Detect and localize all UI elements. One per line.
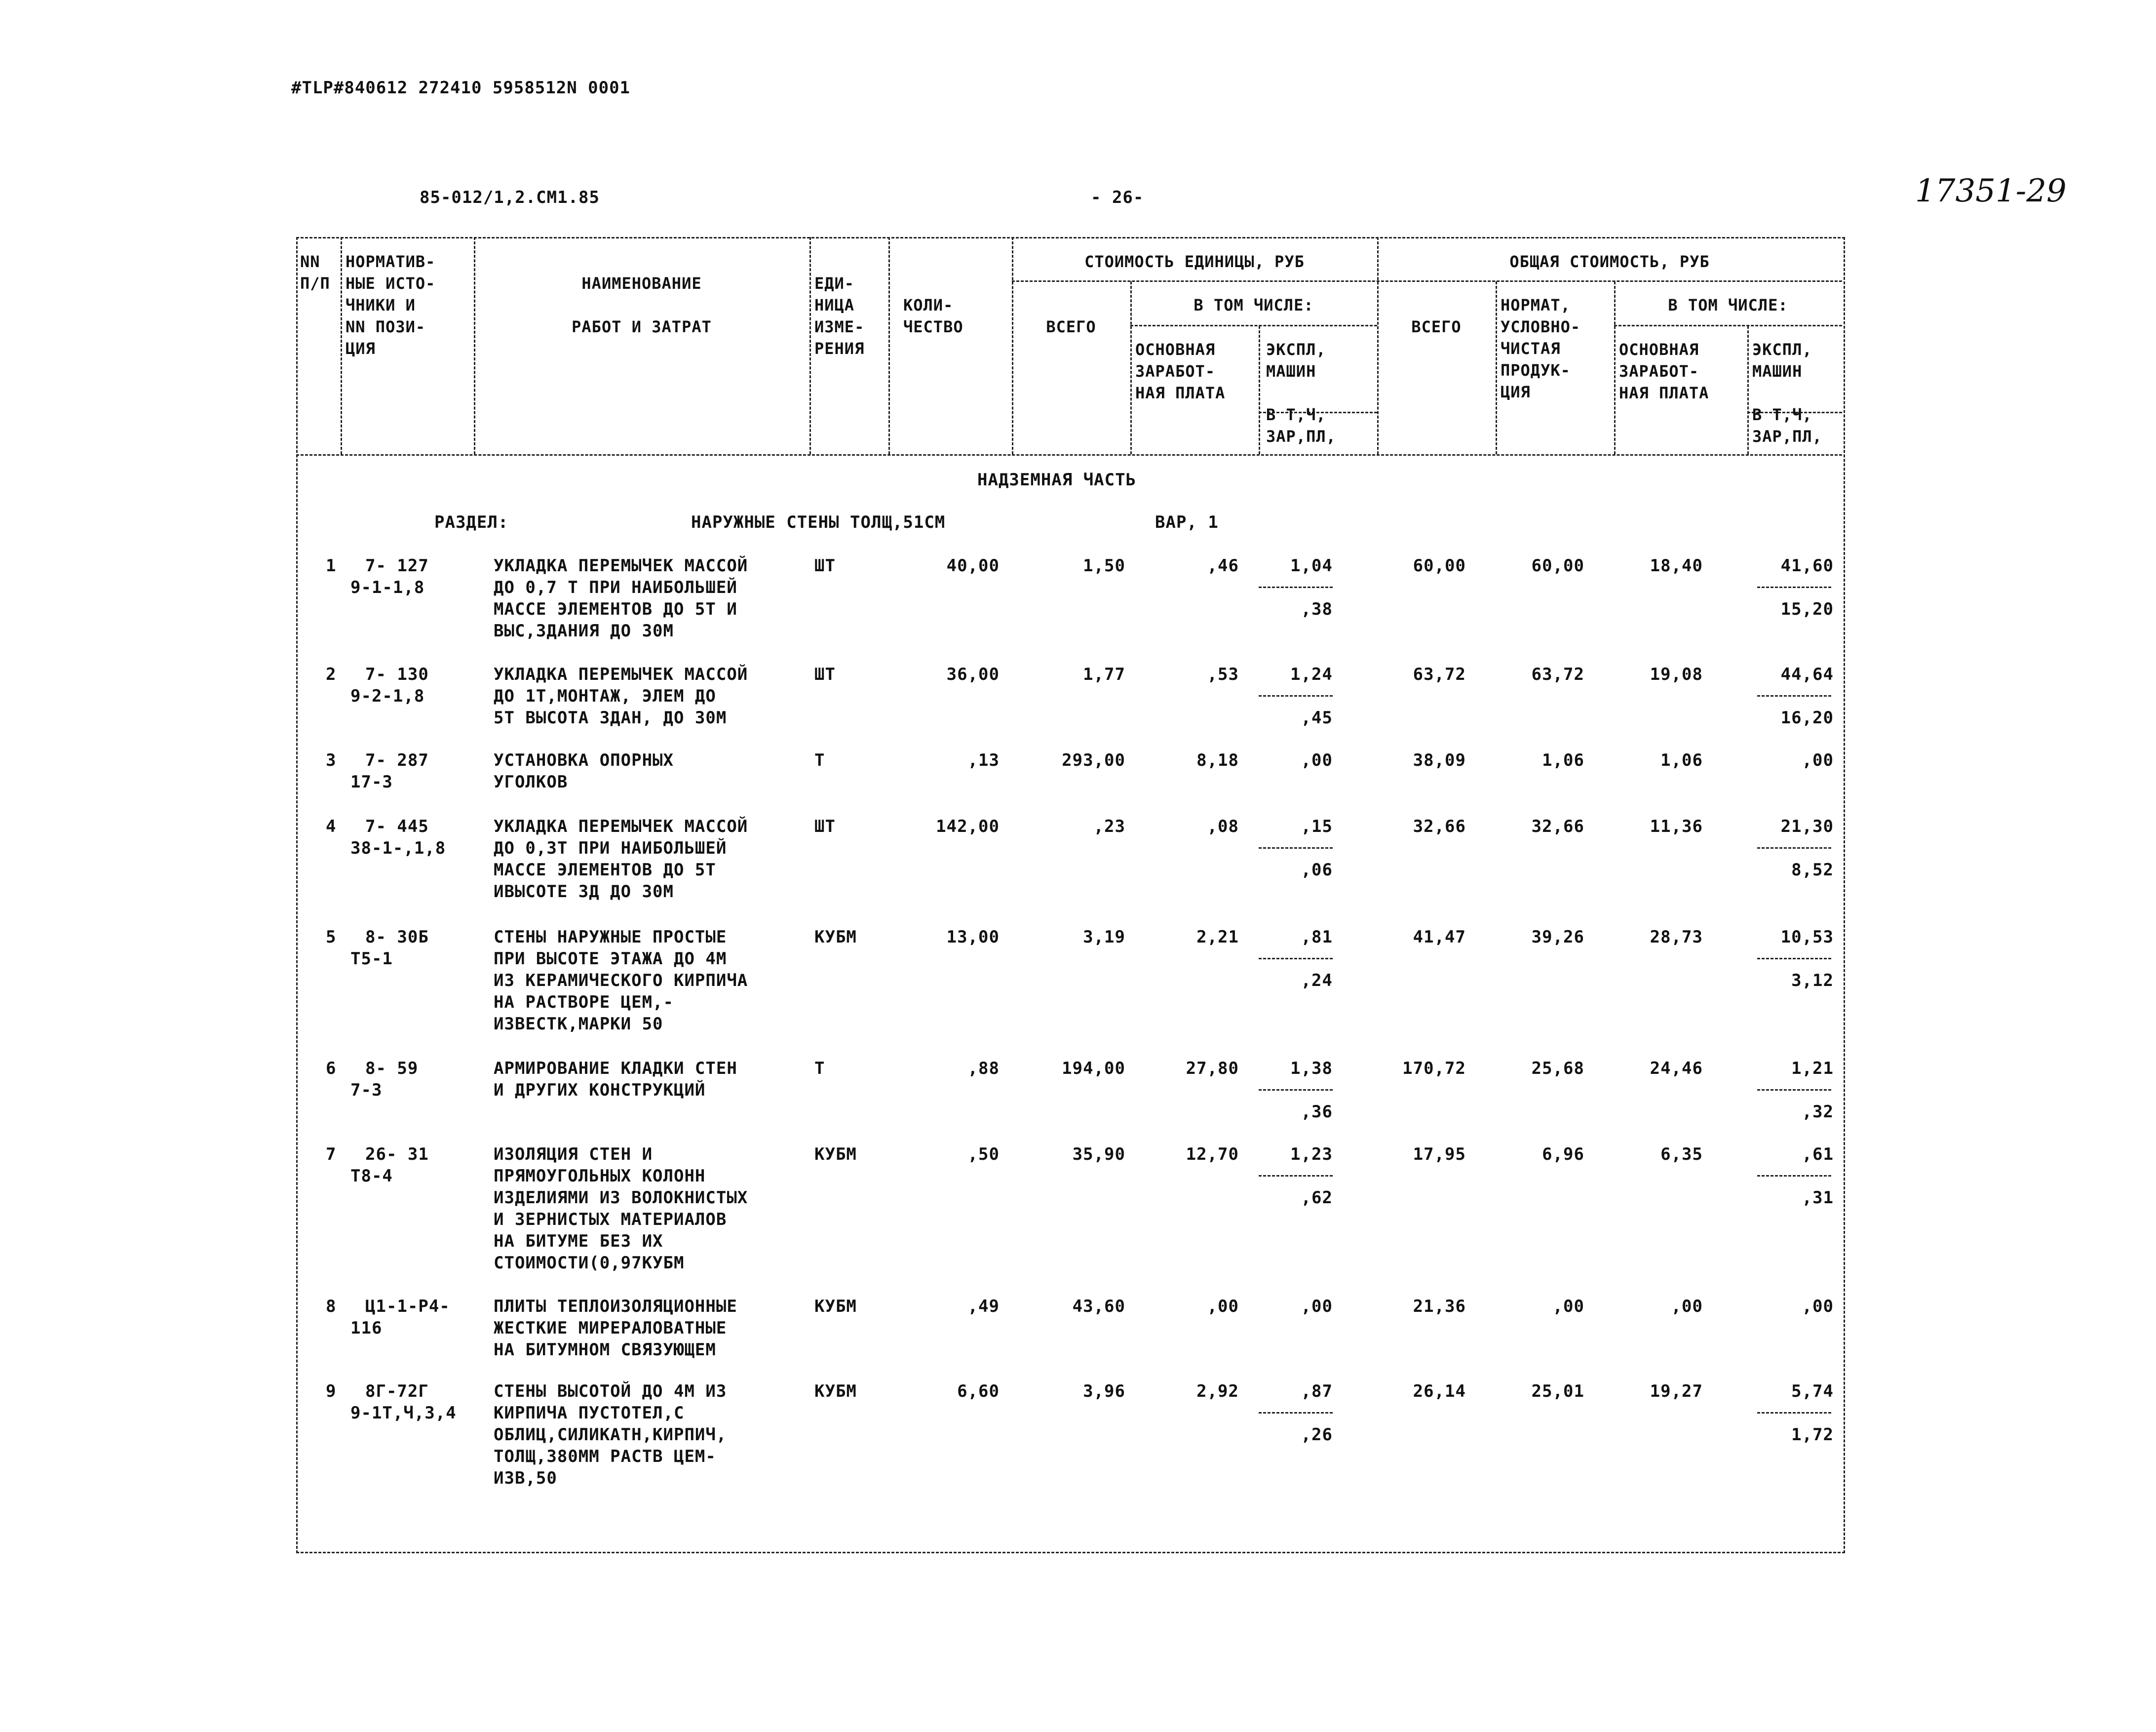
row-total: 17,95 (1413, 1144, 1466, 1164)
row-total-wage: 11,36 (1650, 817, 1703, 836)
row-total-machines: 5,74 (1791, 1381, 1834, 1401)
row-unit-wage: ,53 (1207, 665, 1239, 684)
row-norm-position: 38-1-,1,8 (350, 838, 446, 858)
row-unit-total: 43,60 (1072, 1297, 1125, 1316)
row-norm-code: 7- 130 (365, 665, 429, 684)
row-total-machines: ,61 (1802, 1144, 1834, 1164)
row-unit-total: 194,00 (1062, 1059, 1125, 1078)
row-name-line: ДО 0,7 Т ПРИ НАИБОЛЬШЕЙ (494, 578, 737, 597)
row-total: 21,36 (1413, 1297, 1466, 1316)
fraction-rule (1757, 587, 1831, 588)
fraction-rule (1757, 1412, 1831, 1414)
row-total: 60,00 (1413, 556, 1466, 576)
row-total-machines: 41,60 (1780, 556, 1834, 576)
row-name-line: УКЛАДКА ПЕРЕМЫЧЕК МАССОЙ (494, 556, 748, 576)
row-total-machines: 10,53 (1780, 927, 1834, 947)
row-total-machine-wage: 15,20 (1780, 599, 1834, 619)
row-name-line: ИЗВЕСТК,МАРКИ 50 (494, 1014, 663, 1034)
row-name-line: И ЗЕРНИСТЫХ МАТЕРИАЛОВ (494, 1210, 727, 1229)
header-quantity: КОЛИ- ЧЕСТВО (903, 296, 963, 336)
row-total-machines: ,00 (1802, 1297, 1834, 1316)
row-norm-code: 7- 445 (365, 817, 429, 836)
row-norm-code: 8- 59 (365, 1059, 419, 1078)
row-norm-code: 8Г-72Г (365, 1381, 429, 1401)
header-total-all: ВСЕГО (1411, 317, 1462, 336)
row-total-wage: 19,08 (1650, 665, 1703, 684)
row-unit: КУБМ (814, 1381, 857, 1401)
row-total: 26,14 (1413, 1381, 1466, 1401)
row-norm-position: 116 (350, 1318, 383, 1338)
row-unit-machines: ,00 (1301, 1297, 1333, 1316)
row-normative-production: 25,01 (1531, 1381, 1584, 1401)
row-norm-code: 7- 287 (365, 750, 429, 770)
row-quantity: ,50 (967, 1144, 1000, 1164)
row-total-wage: ,00 (1671, 1297, 1703, 1316)
row-number: 3 (326, 750, 337, 770)
row-number: 5 (326, 927, 337, 947)
row-unit: ШТ (814, 665, 836, 684)
row-unit-machines: ,15 (1301, 817, 1333, 836)
row-number: 1 (326, 556, 337, 576)
row-name-line: УКЛАДКА ПЕРЕМЫЧЕК МАССОЙ (494, 817, 748, 836)
row-total-wage: 28,73 (1650, 927, 1703, 947)
row-normative-production: 6,96 (1542, 1144, 1584, 1164)
row-name-line: И ДРУГИХ КОНСТРУКЦИЙ (494, 1080, 706, 1100)
row-quantity: ,13 (967, 750, 1000, 770)
row-quantity: ,88 (967, 1059, 1000, 1078)
fraction-rule (1259, 847, 1333, 849)
row-normative-production: ,00 (1552, 1297, 1584, 1316)
row-total: 63,72 (1413, 665, 1466, 684)
row-unit-machines: 1,24 (1290, 665, 1333, 684)
fraction-rule (1757, 958, 1831, 959)
row-total-machines: 21,30 (1780, 817, 1834, 836)
document-meta-line: #TLP#840612 272410 5958512N 0001 (291, 78, 631, 98)
row-unit-wage: 2,92 (1196, 1381, 1239, 1401)
row-unit-wage: 12,70 (1186, 1144, 1239, 1164)
row-total-wage: 24,46 (1650, 1059, 1703, 1078)
header-total-incl: В ТОМ ЧИСЛЕ: (1668, 296, 1788, 315)
fraction-rule (1757, 1175, 1831, 1177)
fraction-rule (1259, 1412, 1333, 1414)
row-name-line: СТОИМОСТИ(0,97КУБМ (494, 1253, 685, 1273)
fraction-rule (1259, 587, 1333, 588)
row-total-wage: 6,35 (1660, 1144, 1703, 1164)
row-name-line: УКЛАДКА ПЕРЕМЫЧЕК МАССОЙ (494, 665, 748, 684)
row-total-machine-wage: 3,12 (1791, 971, 1834, 990)
row-name-line: СТЕНЫ ВЫСОТОЙ ДО 4М ИЗ (494, 1381, 727, 1401)
col-sep (1747, 326, 1749, 454)
row-norm-position: Т8-4 (350, 1166, 393, 1186)
row-unit: Т (814, 750, 825, 770)
row-unit-total: 293,00 (1062, 750, 1125, 770)
row-unit-wage: 2,21 (1196, 927, 1239, 947)
row-norm-position: 9-1-1,8 (350, 578, 425, 597)
row-normative-production: 25,68 (1531, 1059, 1584, 1078)
row-norm-code: 7- 127 (365, 556, 429, 576)
header-normative-production: НОРМАТ, УСЛОВНО- ЧИСТАЯ ПРОДУК- ЦИЯ (1501, 296, 1581, 401)
header-sub-rule (1130, 325, 1377, 326)
row-unit-total: ,23 (1093, 817, 1125, 836)
section-title: НАДЗЕМНАЯ ЧАСТЬ (977, 470, 1137, 490)
row-name-line: НА БИТУМЕ БЕЗ ИХ (494, 1231, 663, 1251)
fraction-rule (1757, 847, 1831, 849)
row-unit-machines: ,81 (1301, 927, 1333, 947)
row-total-wage: 1,06 (1660, 750, 1703, 770)
razdel-variant: ВАР, 1 (1155, 512, 1219, 532)
row-unit-machine-wage: ,06 (1301, 860, 1333, 880)
fraction-rule (1757, 695, 1831, 697)
row-quantity: 6,60 (957, 1381, 1000, 1401)
header-unit-machines: ЭКСПЛ, МАШИН (1266, 340, 1326, 381)
row-normative-production: 60,00 (1531, 556, 1584, 576)
row-unit: Т (814, 1059, 825, 1078)
header-normative-sources: НОРМАТИВ- НЫЕ ИСТО- ЧНИКИ И NN ПОЗИ- ЦИЯ (346, 252, 436, 358)
row-name-line: ЖЕСТКИЕ МИРЕРАЛОВАТНЫЕ (494, 1318, 727, 1338)
fraction-rule (1259, 1175, 1333, 1177)
row-unit-machine-wage: ,45 (1301, 708, 1333, 728)
row-total-machines: ,00 (1802, 750, 1834, 770)
row-unit: КУБМ (814, 1297, 857, 1316)
row-total-wage: 19,27 (1650, 1381, 1703, 1401)
fraction-rule (1259, 958, 1333, 959)
row-unit-machine-wage: ,36 (1301, 1102, 1333, 1122)
row-total: 38,09 (1413, 750, 1466, 770)
row-name-line: ПРЯМОУГОЛЬНЫХ КОЛОНН (494, 1166, 706, 1186)
row-number: 9 (326, 1381, 337, 1401)
row-name-line: ИЗВ,50 (494, 1468, 557, 1488)
row-quantity: 40,00 (946, 556, 1000, 576)
header-name: НАИМЕНОВАНИЕ РАБОТ И ЗАТРАТ (572, 274, 712, 336)
row-total-machines: 44,64 (1780, 665, 1834, 684)
razdel-label: РАЗДЕЛ: (434, 512, 509, 532)
row-name-line: ДО 0,3Т ПРИ НАИБОЛЬШЕЙ (494, 838, 727, 858)
col-sep (474, 237, 475, 454)
row-name-line: ИЗОЛЯЦИЯ СТЕН И (494, 1144, 653, 1164)
row-number: 8 (326, 1297, 337, 1316)
row-unit-wage: ,00 (1207, 1297, 1239, 1316)
header-total-machines: ЭКСПЛ, МАШИН (1752, 340, 1812, 381)
row-total: 32,66 (1413, 817, 1466, 836)
row-unit-wage: 27,80 (1186, 1059, 1239, 1078)
row-name-line: УГОЛКОВ (494, 772, 568, 792)
row-unit: ШТ (814, 556, 836, 576)
page-number: - 26- (1091, 188, 1144, 207)
row-name-line: ИВЫСОТЕ ЗД ДО 30М (494, 882, 674, 902)
header-total-wage: ОСНОВНАЯ ЗАРАБОТ- НАЯ ПЛАТА (1619, 340, 1709, 402)
row-unit: ШТ (814, 817, 836, 836)
row-total-machine-wage: 8,52 (1791, 860, 1834, 880)
row-name-line: АРМИРОВАНИЕ КЛАДКИ СТЕН (494, 1059, 737, 1078)
row-unit-machine-wage: ,24 (1301, 971, 1333, 990)
col-sep (809, 237, 811, 454)
row-unit-machine-wage: ,26 (1301, 1425, 1333, 1445)
col-sep (1496, 281, 1497, 454)
document-code: 85-012/1,2.СМ1.85 (420, 188, 600, 207)
header-unit: ЕДИ- НИЦА ИЗМЕ- РЕНИЯ (814, 274, 865, 358)
row-name-line: ПРИ ВЫСОТЕ ЭТАЖА ДО 4М (494, 949, 727, 969)
row-unit: КУБМ (814, 927, 857, 947)
row-normative-production: 1,06 (1542, 750, 1584, 770)
row-total-machine-wage: ,32 (1802, 1102, 1834, 1122)
row-number: 4 (326, 817, 337, 836)
row-unit-wage: ,46 (1207, 556, 1239, 576)
row-unit-machines: 1,38 (1290, 1059, 1333, 1078)
row-unit-machine-wage: ,38 (1301, 599, 1333, 619)
row-quantity: 13,00 (946, 927, 1000, 947)
col-sep (1259, 326, 1260, 454)
row-unit-total: 1,77 (1083, 665, 1125, 684)
header-nn: NN П/П (300, 252, 330, 293)
row-name-line: МАССЕ ЭЛЕМЕНТОВ ДО 5Т И (494, 599, 737, 619)
row-name-line: ДО 1Т,МОНТАЖ, ЭЛЕМ ДО (494, 686, 716, 706)
row-total-machine-wage: 1,72 (1791, 1425, 1834, 1445)
row-unit-wage: 8,18 (1196, 750, 1239, 770)
row-name-line: ПЛИТЫ ТЕПЛОИЗОЛЯЦИОННЫЕ (494, 1297, 737, 1316)
row-norm-position: Т5-1 (350, 949, 393, 969)
row-norm-position: 17-3 (350, 772, 393, 792)
row-unit-total: 35,90 (1072, 1144, 1125, 1164)
row-unit-machines: ,00 (1301, 750, 1333, 770)
row-total-machine-wage: 16,20 (1780, 708, 1834, 728)
row-unit-machine-wage: ,62 (1301, 1188, 1333, 1208)
row-normative-production: 63,72 (1531, 665, 1584, 684)
row-unit: КУБМ (814, 1144, 857, 1164)
row-total-machines: 1,21 (1791, 1059, 1834, 1078)
row-number: 6 (326, 1059, 337, 1078)
row-name-line: МАССЕ ЭЛЕМЕНТОВ ДО 5Т (494, 860, 716, 880)
row-norm-code: 8- 30Б (365, 927, 429, 947)
handwritten-reference: 17351-29 (1915, 173, 2067, 209)
header-unit-incl: В ТОМ ЧИСЛЕ: (1194, 296, 1314, 315)
fraction-rule (1259, 695, 1333, 697)
row-unit-machines: 1,04 (1290, 556, 1333, 576)
row-number: 2 (326, 665, 337, 684)
fraction-rule (1757, 1089, 1831, 1091)
col-sep (888, 237, 890, 454)
razdel-name: НАРУЖНЫЕ СТЕНЫ ТОЛЩ,51СМ (691, 512, 946, 532)
row-name-line: УСТАНОВКА ОПОРНЫХ (494, 750, 674, 770)
row-norm-position: 9-2-1,8 (350, 686, 425, 706)
col-sep (341, 237, 342, 454)
row-total: 170,72 (1402, 1059, 1466, 1078)
row-name-line: 5Т ВЫСОТА ЗДАН, ДО 30М (494, 708, 727, 728)
header-unit-total: ВСЕГО (1046, 317, 1096, 336)
row-quantity: 142,00 (936, 817, 1000, 836)
row-name-line: ИЗ КЕРАМИЧЕСКОГО КИРПИЧА (494, 971, 748, 990)
row-normative-production: 32,66 (1531, 817, 1584, 836)
row-norm-code: 26- 31 (365, 1144, 429, 1164)
row-norm-position: 7-3 (350, 1080, 383, 1100)
row-number: 7 (326, 1144, 337, 1164)
row-unit-machines: 1,23 (1290, 1144, 1333, 1164)
row-quantity: ,49 (967, 1297, 1000, 1316)
header-sub-rule (1614, 325, 1842, 326)
row-total-machine-wage: ,31 (1802, 1188, 1834, 1208)
row-name-line: КИРПИЧА ПУСТОТЕЛ,С (494, 1403, 685, 1423)
row-unit-machines: ,87 (1301, 1381, 1333, 1401)
row-name-line: СТЕНЫ НАРУЖНЫЕ ПРОСТЫЕ (494, 927, 727, 947)
row-norm-code: Ц1-1-Р4- (365, 1297, 450, 1316)
header-unit-cost: СТОИМОСТЬ ЕДИНИЦЫ, РУБ (1084, 252, 1305, 271)
header-bottom-rule (296, 454, 1842, 456)
row-normative-production: 39,26 (1531, 927, 1584, 947)
row-unit-total: 3,96 (1083, 1381, 1125, 1401)
row-name-line: ВЫС,ЗДАНИЯ ДО 30М (494, 621, 674, 641)
row-name-line: ОБЛИЦ,СИЛИКАТН,КИРПИЧ, (494, 1425, 727, 1445)
row-unit-total: 3,19 (1083, 927, 1125, 947)
row-name-line: НА БИТУМНОМ СВЯЗУЮЩЕМ (494, 1340, 716, 1360)
row-total-wage: 18,40 (1650, 556, 1703, 576)
header-unit-machine-wage: В Т,Ч, ЗАР,ПЛ, (1266, 405, 1336, 446)
row-norm-position: 9-1Т,Ч,3,4 (350, 1403, 457, 1423)
header-unit-wage: ОСНОВНАЯ ЗАРАБОТ- НАЯ ПЛАТА (1135, 340, 1226, 402)
row-unit-total: 1,50 (1083, 556, 1125, 576)
row-quantity: 36,00 (946, 665, 1000, 684)
row-name-line: ИЗДЕЛИЯМИ ИЗ ВОЛОКНИСТЫХ (494, 1188, 748, 1208)
row-name-line: ТОЛЩ,380ММ РАСТВ ЦЕМ- (494, 1447, 716, 1466)
row-total: 41,47 (1413, 927, 1466, 947)
header-total-cost: ОБЩАЯ СТОИМОСТЬ, РУБ (1509, 252, 1710, 271)
fraction-rule (1259, 1089, 1333, 1091)
header-sub-rule (1012, 280, 1842, 282)
row-unit-wage: ,08 (1207, 817, 1239, 836)
row-name-line: НА РАСТВОРЕ ЦЕМ,- (494, 992, 674, 1012)
header-total-machine-wage: В Т,Ч, ЗАР,ПЛ, (1752, 405, 1822, 446)
